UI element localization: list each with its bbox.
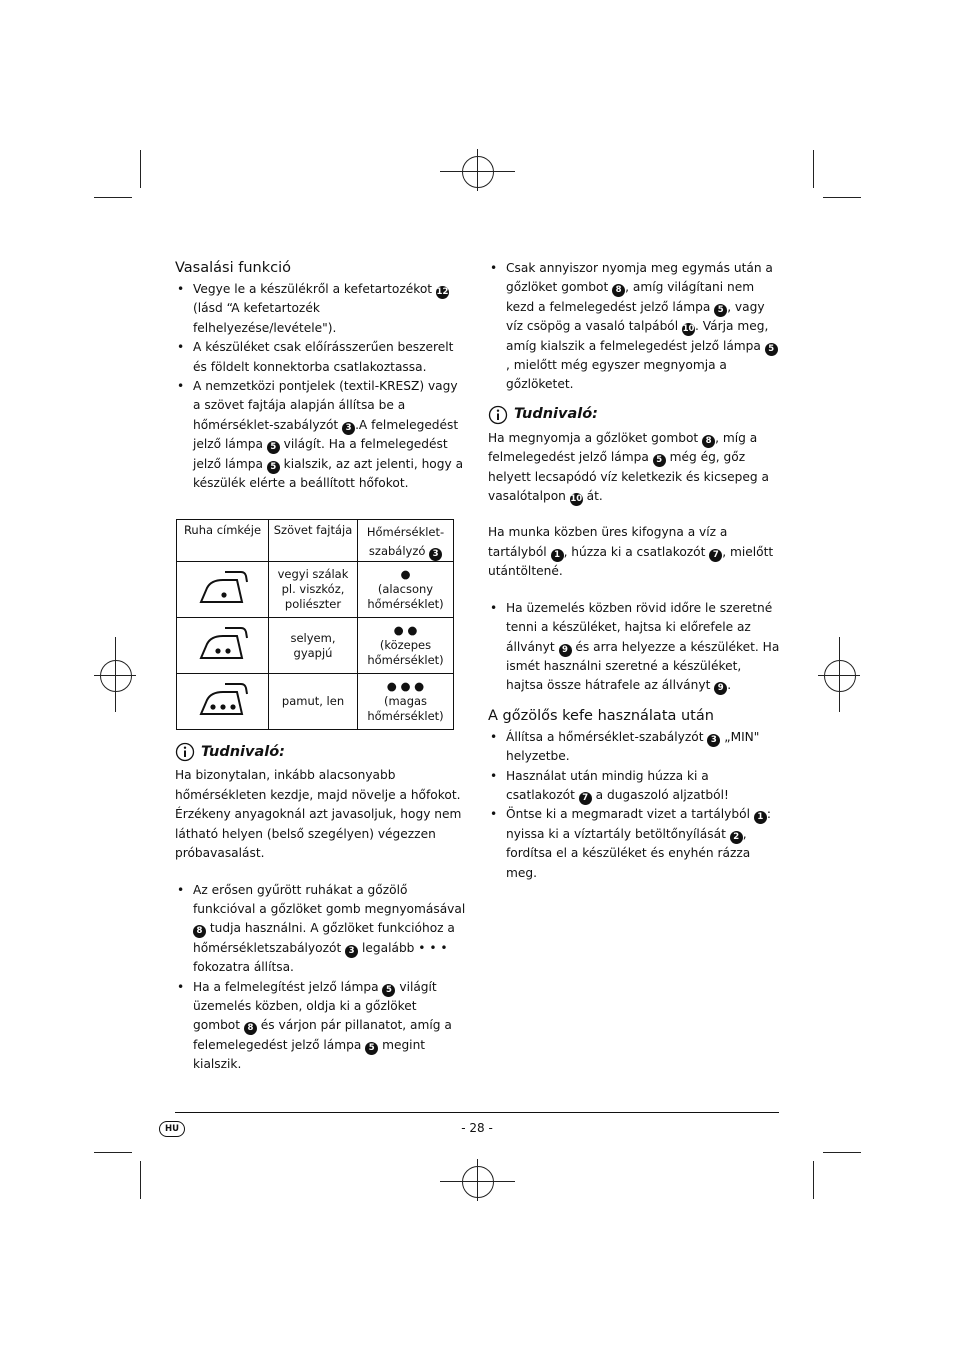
number-badge: 12 (436, 287, 449, 297)
text-segment: Csak annyiszor nyomja meg egymás után a gőzlöket gombot (506, 261, 773, 295)
text-segment: Ha üzemelés közben rövid időre le szeretné tenni a készüléket, hajtsa ki előrefele az állványt (506, 600, 773, 654)
note-paragraph-2 (488, 523, 780, 581)
note-heading: Tudnivaló: (175, 742, 467, 762)
table-header-temperature: Hőmérséklet-szabályzó 3 (358, 520, 454, 562)
steam-burst-bullet-list (488, 259, 780, 395)
info-icon (175, 742, 195, 762)
number-badge: 8 (612, 284, 625, 297)
number-badge: 1 (551, 549, 564, 562)
note-text: Ha bizonytalan, inkább alacsonyabb hőmérsékleten kezdje, majd növelje a hőfokot. Érzékeny anyagoknál azt javasoljuk, hogy nem látható helyen (belső szegélyen) végezzen próbavasalást. (175, 768, 462, 861)
note-heading: Tudnivaló: (488, 405, 780, 425)
list-item (488, 599, 780, 696)
ironing-bullet-list (175, 280, 467, 493)
number-badge: 8 (244, 1022, 257, 1035)
number-badge: 7 (709, 549, 722, 562)
list-item (175, 881, 467, 978)
text-segment: A készüléket csak előírásszerűen beszerelt és földelt konnektorba csatlakoztassa. (193, 340, 454, 374)
text-segment: kialszik, az azt jelenti, hogy a készülék elérte a beállított hőfokot. (193, 456, 464, 491)
text-segment: , vagy víz csöpög a vasaló talpából (506, 299, 765, 334)
number-badge: 5 (267, 461, 280, 474)
list-item (488, 805, 780, 883)
text-segment: Az erősen gyűrött ruhákat a gőzölő funkcióval a gőzlöket gomb megnyomásával (193, 882, 466, 916)
text-segment: Ha munka közben üres kifogyna a víz a tartályból (488, 525, 728, 559)
number-badge: 9 (559, 644, 572, 657)
text-segment: .A felmelegedést jelző lámpa (193, 417, 459, 452)
number-badge: 5 (365, 1042, 378, 1055)
note-paragraph-1 (488, 429, 780, 507)
list-item (175, 377, 467, 493)
list-item (175, 280, 467, 338)
footer-rule (175, 1112, 779, 1113)
text-segment: és várjon pár pillanatot, amíg a felemelegedést jelző lámpa (193, 1018, 452, 1052)
text-segment: át. (582, 489, 603, 504)
iron-two-dots-icon (193, 624, 253, 664)
list-item (488, 728, 780, 767)
text-segment: Használat után mindig húzza ki a csatlakozót (506, 768, 709, 802)
fabric-cell: pamut, len (269, 674, 358, 730)
text-segment: legalább • • • fokozatra állítsa. (193, 940, 448, 975)
text-segment: a dugaszoló aljzatból! (591, 787, 729, 802)
text-segment: . (727, 678, 732, 693)
table-row (177, 674, 454, 730)
number-badge: 5 (765, 343, 778, 356)
number-badge: 1 (754, 811, 767, 824)
list-item (175, 978, 467, 1075)
number-badge: 9 (714, 682, 727, 695)
text-segment: , míg a felmelegedést jelző lámpa (488, 430, 758, 465)
info-icon (488, 405, 508, 425)
text-segment: tudja használni. A gőzlöket funkcióhoz a hőmérsékletszabályozót (193, 921, 455, 955)
text-segment: Öntse ki a megmaradt vizet a tartályból (506, 807, 754, 822)
table-header-fabric: Szövet fajtája (269, 520, 358, 562)
iron-symbol-icon (177, 618, 269, 674)
fabric-cell: selyem, gyapjú (269, 618, 358, 674)
text-segment: Ha a felmelegítést jelző lámpa (193, 979, 383, 994)
number-badge: 3 (429, 548, 442, 561)
text-segment: , fordítsa el a készüléket és enyhén rázza meg. (506, 826, 751, 880)
text-segment: világít üzemelés közben, oldja ki a gőzlöket gombot (193, 979, 437, 1033)
number-badge: 10 (682, 324, 695, 335)
text-segment: A nemzetközi pontjelek (textil-KRESZ) vagy a szövet fajtája alapján állítsa be a hőmérséklet-szabályzót (193, 379, 458, 432)
stand-bullet-list (488, 599, 780, 696)
steam-bullet-list (175, 881, 467, 1075)
temperature-cell: ● ● ● (magas hőmérséklet) (358, 674, 454, 730)
number-badge: 3 (707, 734, 720, 747)
language-badge: HU (159, 1121, 185, 1137)
table-header-label: Ruha címkéje (177, 520, 269, 562)
text-segment: világít. Ha a felmelegedést jelző lámpa (193, 437, 448, 471)
text-segment: „MIN" helyzetbe. (506, 729, 760, 764)
number-badge: 5 (382, 984, 395, 997)
iron-three-dots-icon (193, 680, 253, 720)
text-segment: Állítsa a hőmérséklet-szabályzót (506, 729, 708, 744)
text-segment: és arra helyezze a készüléket. Ha ismét használni szeretné a készüléket, hajtsa össze hátrafele az állványt (506, 639, 780, 693)
right-column (488, 259, 780, 883)
list-item (488, 767, 780, 806)
temperature-cell: ● (alacsony hőmérséklet) (358, 562, 454, 618)
iron-symbol-icon (177, 674, 269, 730)
text-segment: , mielőtt még egyszer megnyomja a gőzlöketet. (506, 358, 727, 392)
number-badge: 7 (579, 792, 592, 805)
number-badge: 5 (267, 441, 280, 454)
fabric-temperature-table (176, 519, 454, 730)
page-number: - 28 - (461, 1121, 493, 1135)
list-item (175, 338, 467, 377)
section-heading-ironing: Vasalási funkció (175, 260, 291, 276)
number-badge: 3 (342, 422, 355, 435)
text-segment: még ég, gőz helyett lecsapódó víz keletkezik és kicsepeg a vasalótalpon (488, 450, 769, 504)
list-item (488, 259, 780, 395)
fabric-cell: vegyi szálak pl. viszkóz, poliészter (269, 562, 358, 618)
section-heading-brush: A gőzölős kefe használata után (488, 707, 714, 724)
number-badge: 10 (570, 494, 583, 505)
text-segment: . Várja meg, amíg kialszik a felmelegedést jelző lámpa (506, 319, 769, 353)
text-segment: Ha megnyomja a gőzlöket gombot (488, 430, 703, 445)
number-badge: 8 (702, 435, 715, 448)
table-row (177, 618, 454, 674)
number-badge: 5 (653, 454, 666, 467)
text-segment: (lásd “A kefetartozék felhelyezése/levétele"). (193, 301, 337, 335)
number-badge: 5 (714, 304, 727, 317)
text-segment: Vegye le a készülékről a kefetartozékot (193, 282, 436, 296)
text-segment: : nyissa ki a víztartály betöltőnyílását (506, 807, 771, 841)
text-segment: megint kialszik. (193, 1037, 426, 1072)
table-row (177, 562, 454, 618)
brush-bullet-list (488, 728, 780, 883)
left-column (175, 258, 467, 1075)
temperature-cell: ● ● (közepes hőmérséklet) (358, 618, 454, 674)
text-segment: , húzza ki a csatlakozót (563, 544, 710, 559)
iron-symbol-icon (177, 562, 269, 618)
number-badge: 8 (193, 925, 206, 938)
text-segment: , mielőtt utántöltené. (488, 544, 774, 579)
iron-one-dot-icon (193, 568, 253, 608)
text-segment: , amíg világítani nem kezd a felmelegedést jelző lámpa (506, 280, 755, 314)
number-badge: 3 (345, 945, 358, 958)
number-badge: 2 (730, 831, 743, 844)
